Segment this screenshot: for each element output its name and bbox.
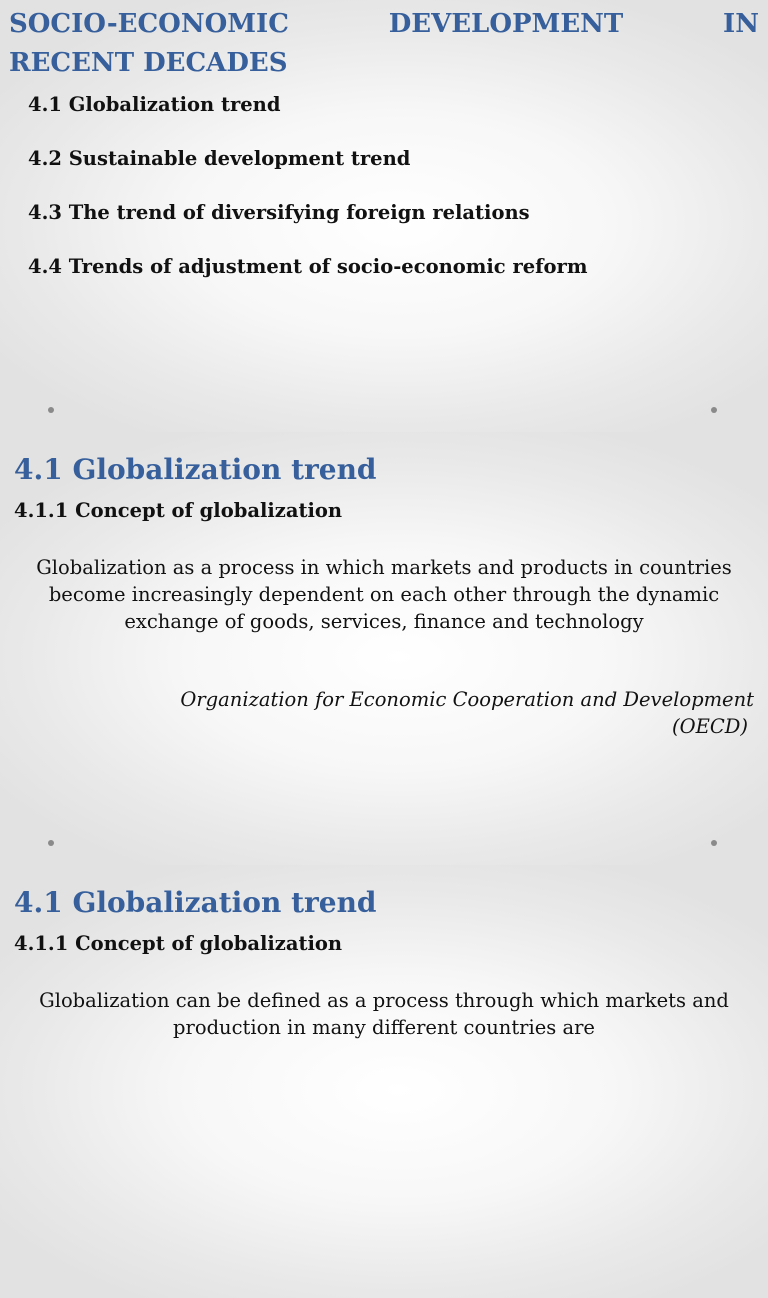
slide-separator-dot-right	[711, 840, 717, 846]
definition-attribution	[180, 686, 754, 740]
slide-1	[0, 0, 768, 432]
toc-item: 4.1 Globalization trend	[28, 93, 281, 116]
slide-separator-dot-left	[48, 407, 54, 413]
section-title: 4.1 Globalization trend	[14, 453, 377, 486]
section-title: 4.1 Globalization trend	[14, 886, 377, 919]
slide-2	[0, 432, 768, 865]
toc-item: 4.2 Sustainable development trend	[28, 147, 411, 170]
slide-separator-dot-left	[48, 840, 54, 846]
table-of-contents	[28, 91, 587, 307]
toc-item: 4.4 Trends of adjustment of socio-economic reform	[28, 255, 588, 278]
definition-text: Globalization as a process in which markets and products in countries become increasingly dependent on each other through the dynamic exchange of goods, services, finance and technology	[36, 556, 732, 633]
toc-item: 4.3 The trend of diversifying foreign relations	[28, 201, 530, 224]
subsection-title: 4.1.1 Concept of globalization	[14, 499, 343, 522]
definition-text: Globalization can be defined as a process through which markets and production in many different countries are	[39, 989, 729, 1039]
slide-separator-dot-right	[711, 407, 717, 413]
attribution-source: Organization for Economic Cooperation and Development	[180, 688, 754, 711]
deck-title	[9, 5, 759, 83]
subsection-title: 4.1.1 Concept of globalization	[14, 932, 343, 955]
slide-3	[0, 865, 768, 1298]
deck-title-line-2: RECENT DECADES	[9, 48, 288, 78]
attribution-abbreviation: (OECD)	[672, 715, 748, 738]
deck-title-line-1: SOCIO-ECONOMIC DEVELOPMENT IN	[9, 9, 759, 39]
